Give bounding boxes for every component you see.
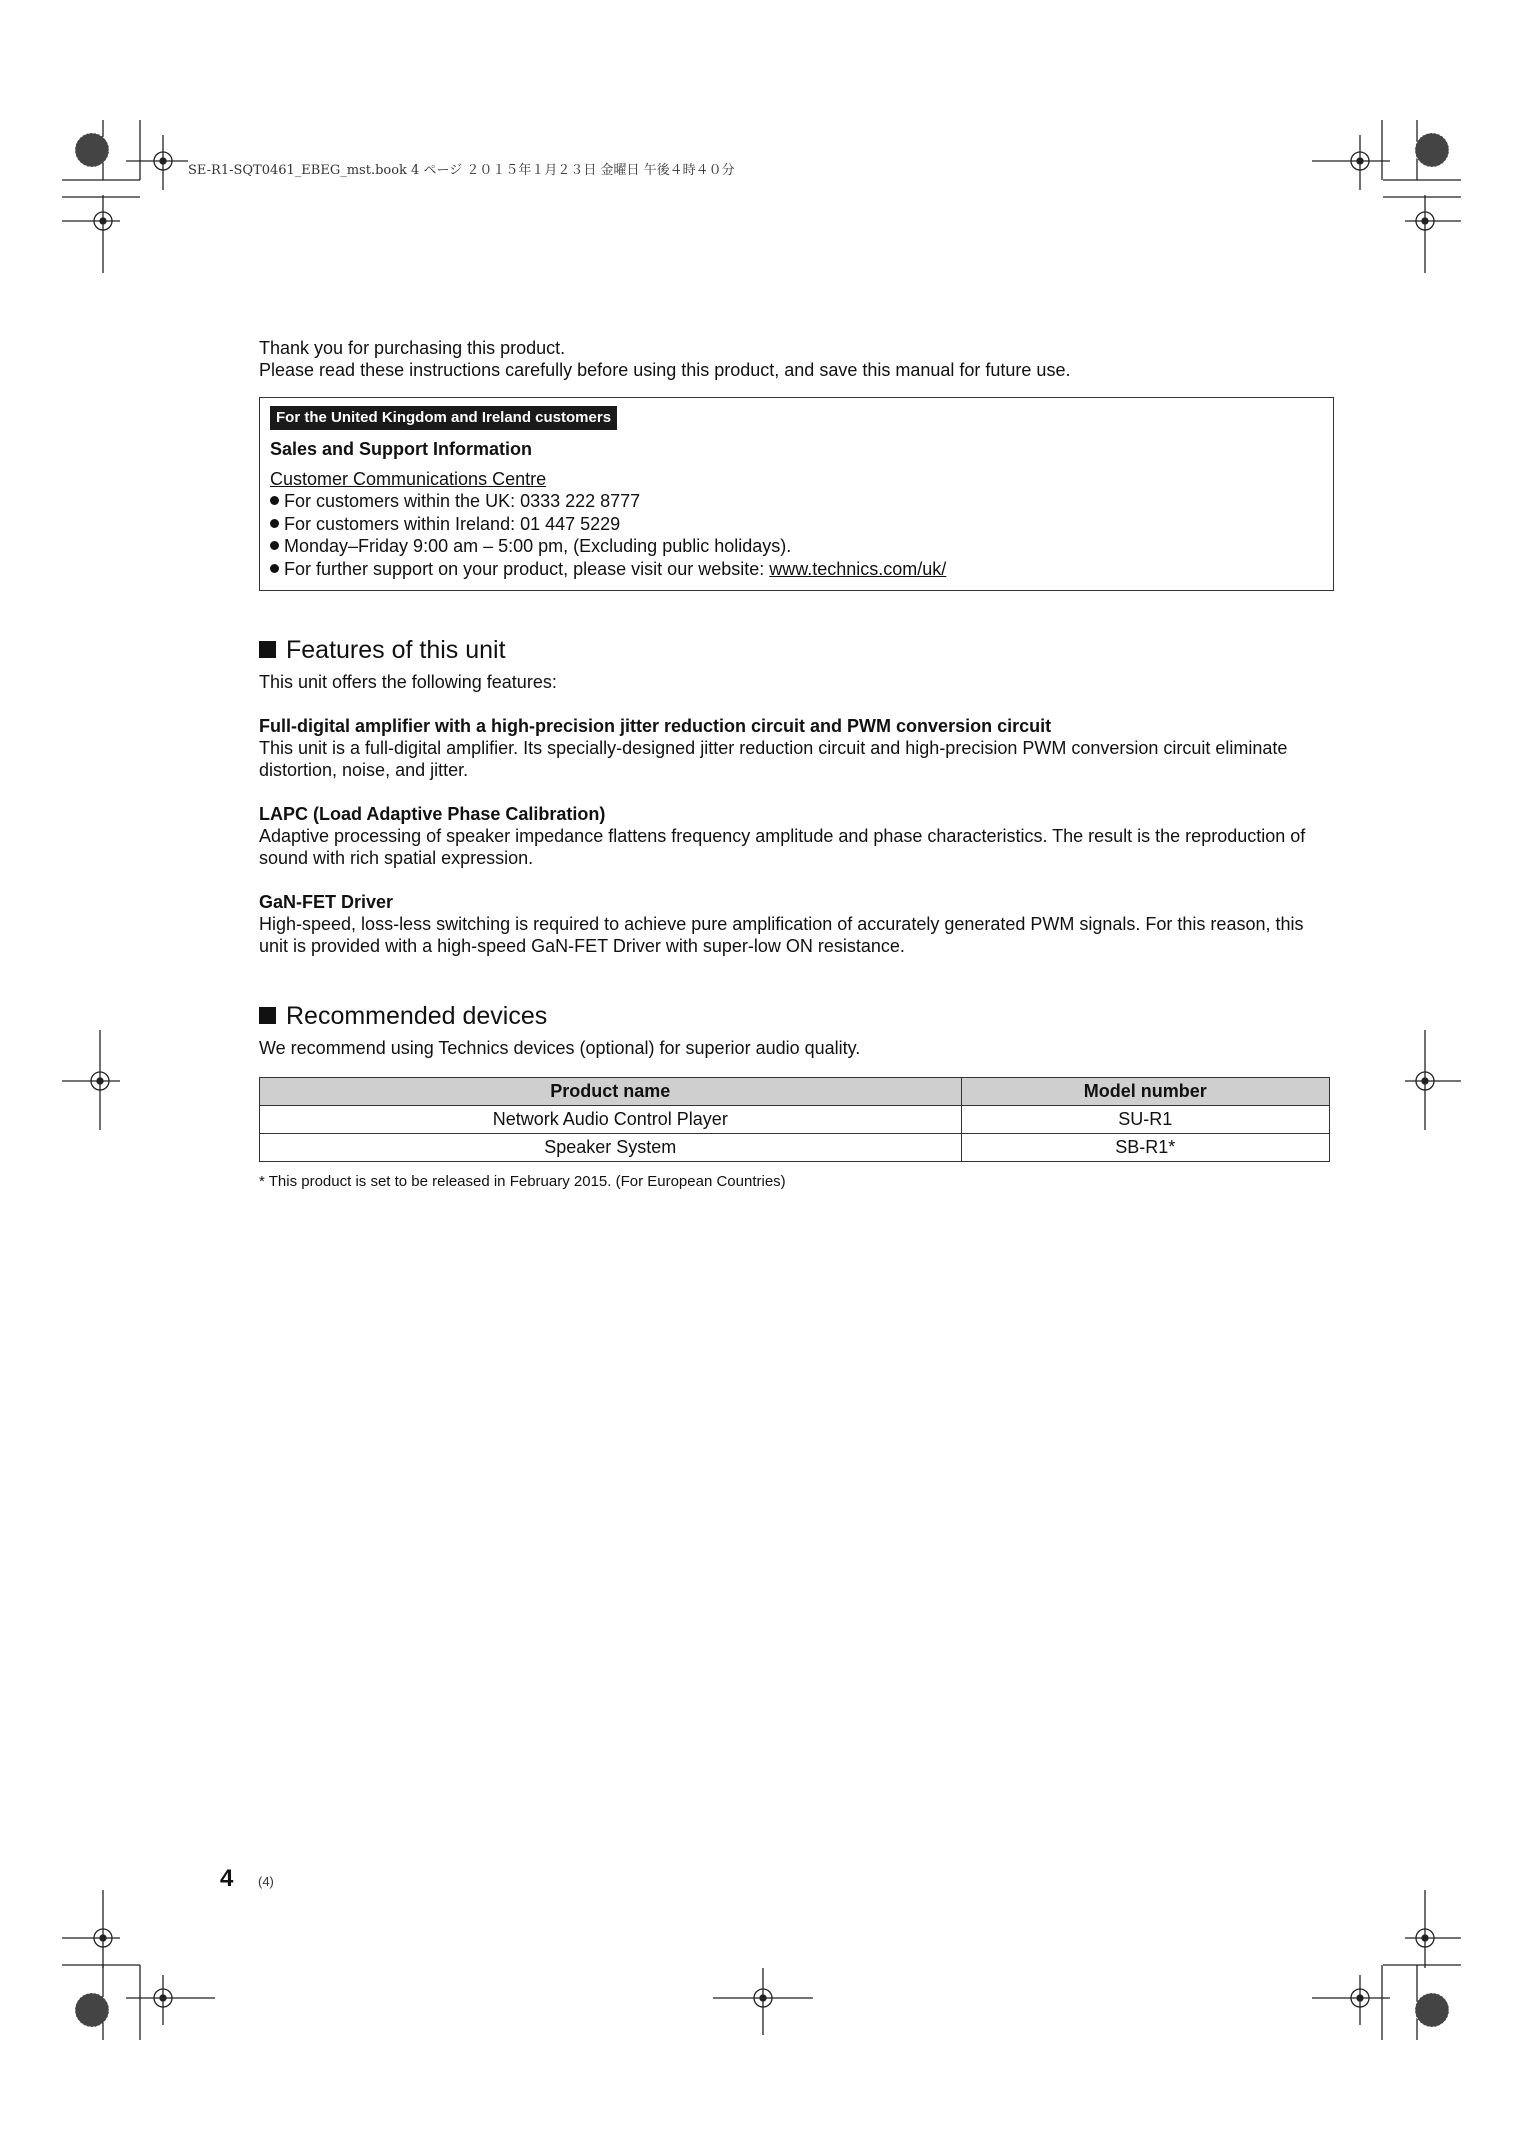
support-box bbox=[259, 397, 1334, 591]
feature-body: Adaptive processing of speaker impedance flattens frequency amplitude and phase characteristics. The result is the reproduction of sound with rich spatial expression. bbox=[259, 826, 1306, 868]
support-bullet-text: For customers within the UK: 0333 222 8777 bbox=[284, 491, 641, 511]
recommended-heading bbox=[259, 1001, 1334, 1031]
table-row bbox=[260, 1106, 1330, 1134]
feature-body: This unit is a full-digital amplifier. Its specially-designed jitter reduction circuit and high-precision PWM conversion circuit eliminate distortion, noise, and jitter. bbox=[259, 738, 1288, 780]
page-content bbox=[259, 337, 1334, 1192]
table-cell: SU-R1 bbox=[961, 1106, 1329, 1134]
table-cell: Network Audio Control Player bbox=[260, 1106, 962, 1134]
website-link[interactable]: www.technics.com/uk/ bbox=[769, 558, 947, 579]
support-bullet-text: For customers within Ireland: 01 447 5229 bbox=[284, 513, 621, 534]
page-number: 4 bbox=[220, 1865, 234, 1892]
support-box-subtitle: Sales and Support Information bbox=[270, 439, 533, 459]
features-heading bbox=[259, 635, 1334, 665]
website-prefix: For further support on your product, please visit our website: bbox=[284, 558, 770, 579]
column-header: Model number bbox=[961, 1078, 1329, 1106]
features-heading-text: Features of this unit bbox=[286, 636, 506, 664]
table-cell: Speaker System bbox=[260, 1134, 962, 1162]
table-footnote: * This product is set to be released in February 2015. (For European Countries) bbox=[259, 1173, 786, 1190]
bullet-icon bbox=[270, 541, 279, 550]
support-box-title: For the United Kingdom and Ireland customers bbox=[270, 406, 617, 430]
bullet-icon bbox=[270, 564, 279, 573]
table-row bbox=[260, 1134, 1330, 1162]
support-bullet bbox=[270, 513, 1323, 536]
column-header: Product name bbox=[260, 1078, 962, 1106]
intro-line-1: Thank you for purchasing this product. bbox=[259, 338, 566, 358]
feature-title: LAPC (Load Adaptive Phase Calibration) bbox=[259, 804, 606, 824]
recommended-lead: We recommend using Technics devices (optional) for superior audio quality. bbox=[259, 1038, 861, 1058]
support-bullet-text: Monday–Friday 9:00 am – 5:00 pm, (Excluding public holidays). bbox=[284, 536, 792, 556]
feature-body: High-speed, loss-less switching is required to achieve pure amplification of accurately generated PWM signals. For this reason, this unit is provided with a high-speed GaN-FET Driver with super-low ON resistance. bbox=[259, 914, 1304, 956]
intro-line-2: Please read these instructions carefully before using this product, and save this manual for future use. bbox=[259, 360, 1071, 380]
page-sub-number: (4) bbox=[258, 1874, 274, 1889]
feature-title: GaN-FET Driver bbox=[259, 892, 394, 912]
support-bullet bbox=[270, 535, 1323, 558]
square-bullet-icon bbox=[259, 1007, 276, 1024]
support-bullet bbox=[270, 490, 1323, 513]
intro bbox=[259, 337, 1334, 381]
bullet-icon bbox=[270, 519, 279, 528]
table-cell: SB-R1* bbox=[961, 1134, 1329, 1162]
bullet-icon bbox=[270, 496, 279, 505]
table-header-row bbox=[260, 1078, 1330, 1106]
recommended-heading-text: Recommended devices bbox=[286, 1002, 548, 1030]
recommended-devices-table bbox=[259, 1077, 1330, 1162]
print-slug: SE-R1-SQT0461_EBEG_mst.book 4 ページ ２０１５年１月２３日 金曜日 午後４時４０分 bbox=[188, 163, 735, 178]
feature-title: Full-digital amplifier with a high-precision jitter reduction circuit and PWM conversion circuit bbox=[259, 716, 1052, 736]
customer-centre-label: Customer Communications Centre bbox=[270, 469, 547, 489]
features-lead: This unit offers the following features: bbox=[259, 672, 557, 692]
square-bullet-icon bbox=[259, 641, 276, 658]
support-bullet bbox=[270, 558, 1323, 581]
